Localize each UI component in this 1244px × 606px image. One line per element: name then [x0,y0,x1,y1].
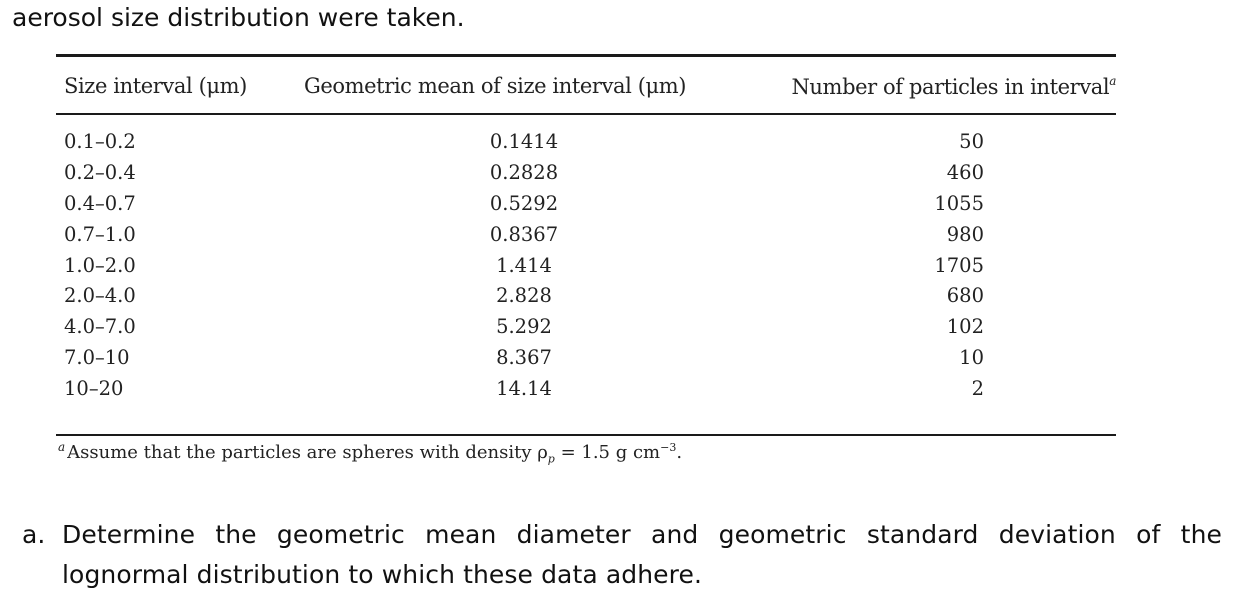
cell-geometric-mean: 2.828 [496,284,552,308]
cell-geometric-mean: 0.1414 [489,130,559,153]
cell-particle-count: 50 [959,130,984,153]
cell-particle-count: 980 [946,222,984,246]
footnote-end: . [676,442,683,463]
table-footnote [58,440,682,466]
table-row [56,158,1116,189]
table-header-row [56,57,1116,113]
cell-geometric-mean: 14.14 [496,377,552,401]
cell-size-interval: 0.1–0.2 [64,130,136,153]
intro-text: aerosol size distribution were taken. [12,3,465,32]
table-body [56,115,1116,434]
footnote-subscript: p [547,452,555,466]
cell-size-interval: 1.0–2.0 [64,253,136,277]
cell-particle-count: 680 [946,284,984,308]
header-size-interval: Size interval (μm) [64,74,247,98]
cell-particle-count: 1705 [934,253,984,277]
cell-size-interval: 7.0–10 [64,346,130,370]
cell-particle-count: 102 [946,315,984,339]
data-table [56,54,1116,436]
cell-size-interval: 2.0–4.0 [64,284,136,308]
header-footnote-marker: a [1109,74,1116,88]
question-a [22,515,1222,595]
cell-size-interval: 10–20 [64,377,124,401]
cell-size-interval: 0.4–0.7 [64,191,136,215]
cell-geometric-mean: 0.2828 [489,160,559,184]
header-geometric-mean: Geometric mean of size interval (μm) [304,74,687,98]
cell-particle-count: 460 [946,160,984,184]
footnote-marker: a [58,440,66,454]
cell-size-interval: 0.7–1.0 [64,222,136,246]
table-row [56,281,1116,312]
footnote-text: Assume that the particles are spheres with density ρ [67,442,548,463]
table-row [56,374,1116,405]
cell-geometric-mean: 0.8367 [489,222,559,246]
cell-geometric-mean: 0.5292 [489,191,559,215]
cell-particle-count: 10 [959,346,984,370]
cell-geometric-mean: 5.292 [496,315,552,339]
question-text: Determine the geometric mean diameter and geometric standard deviation of the lognormal distribution to which these data adhere. [62,520,1222,589]
header-number-of-particles [791,74,1116,99]
cell-geometric-mean: 1.414 [496,253,552,277]
footnote-exponent: −3 [660,441,677,454]
footnote-tail: = 1.5 g cm [554,442,661,463]
header-number-label: Number of particles in interval [791,75,1110,99]
table-row [56,189,1116,220]
cell-particle-count: 2 [971,377,984,401]
table-row [56,127,1116,158]
table-bottom-rule [56,434,1116,436]
table-row [56,343,1116,374]
table-row [56,312,1116,343]
cell-size-interval: 4.0–7.0 [64,315,136,339]
cell-size-interval: 0.2–0.4 [64,160,136,184]
table-row [56,220,1116,251]
question-marker: a. [22,520,46,549]
table-row [56,251,1116,282]
cell-geometric-mean: 8.367 [496,346,552,370]
cell-particle-count: 1055 [934,191,984,215]
